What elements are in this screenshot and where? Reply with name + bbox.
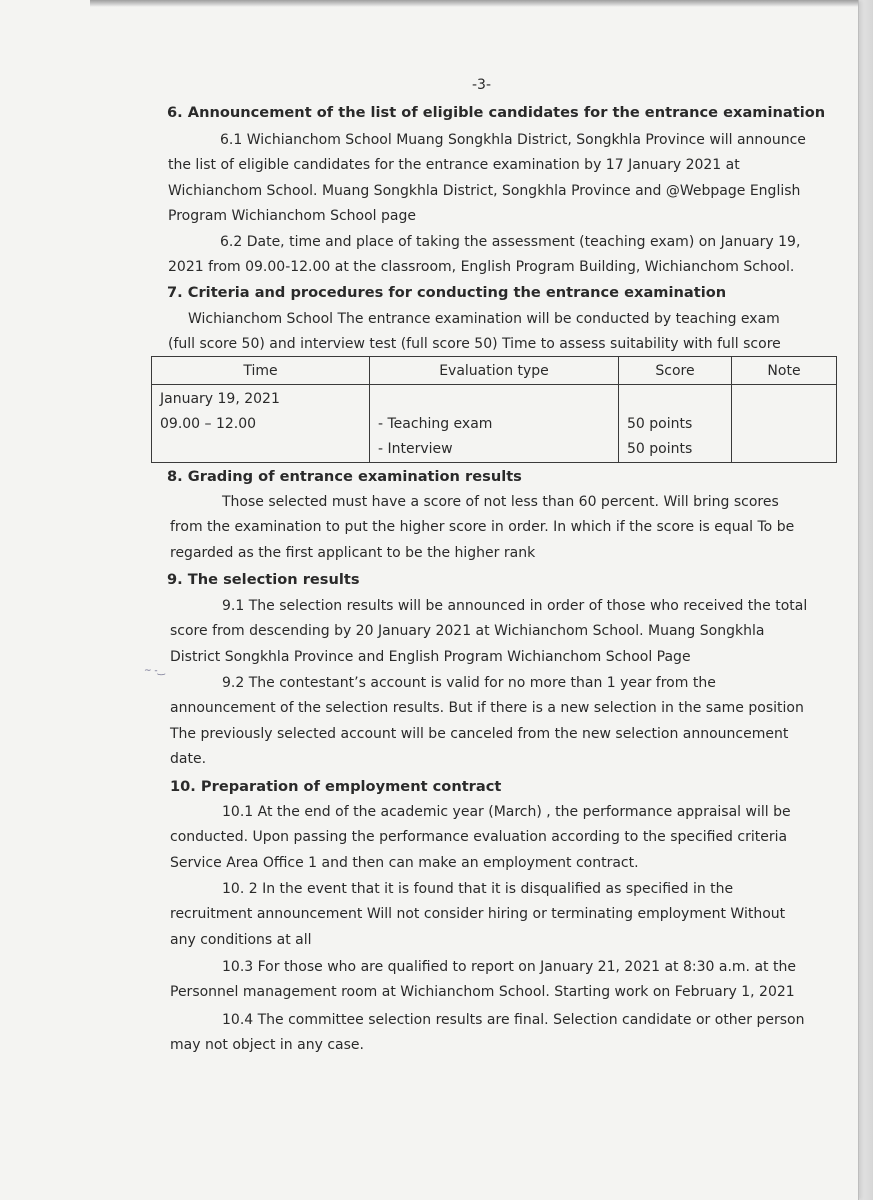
- section-7-heading: 7. Criteria and procedures for conducting the entrance examination: [167, 284, 727, 301]
- scanner-mark: ~ -‿: [144, 666, 165, 676]
- section-8-heading: 8. Grading of entrance examination results: [167, 468, 522, 485]
- page-number: -3-: [472, 77, 492, 93]
- section-10-2-paragraph: 10. 2 In the event that it is found that it is disqualified as specified in the recruitment announcement Will not consider hiring or terminating employment Without any conditions at all: [170, 881, 786, 948]
- header-note: Note: [732, 357, 837, 385]
- section-7-paragraph: Wichianchom School The entrance examination will be conducted by teaching exam (full score 50) and interview test (full score 50) Time to assess suitability with full score: [168, 311, 781, 353]
- table-header-row: [152, 357, 837, 385]
- evaluation-table: [151, 356, 837, 463]
- evaluation-teaching-exam: - Teaching exam: [378, 416, 493, 432]
- section-6-2-paragraph: 6.2 Date, time and place of taking the assessment (teaching exam) on January 19, 2021 from 09.00-12.00 at the classroom, English Program Building, Wichianchom School.: [168, 234, 801, 276]
- time-cell: [152, 385, 370, 463]
- exam-time: 09.00 – 12.00: [160, 416, 257, 432]
- page-edge: [858, 0, 873, 1200]
- evaluation-type-cell: [370, 385, 619, 463]
- score-interview: 50 points: [627, 441, 693, 457]
- header-score: Score: [619, 357, 732, 385]
- section-10-heading: 10. Preparation of employment contract: [170, 778, 502, 795]
- section-10-4-paragraph: 10.4 The committee selection results are final. Selection candidate or other person may not object in any case.: [170, 1012, 805, 1054]
- note-cell: [732, 385, 837, 463]
- section-8-paragraph: Those selected must have a score of not less than 60 percent. Will bring scores from the examination to put the higher score in order. In which if the score is equal To be regarded as the first applicant to be the higher rank: [170, 494, 795, 561]
- score-cell: [619, 385, 732, 463]
- header-time: Time: [152, 357, 370, 385]
- section-6-1-paragraph: 6.1 Wichianchom School Muang Songkhla District, Songkhla Province will announce the list of eligible candidates for the entrance examination by 17 January 2021 at Wichianchom School. Muang Songkhla District, Songkhla Province and @Webpage English Program Wichianchom School page: [168, 132, 806, 225]
- exam-date: January 19, 2021: [160, 391, 280, 407]
- score-teaching-exam: 50 points: [627, 416, 693, 432]
- section-9-2-paragraph: 9.2 The contestant’s account is valid for no more than 1 year from the announcement of the selection results. But if there is a new selection in the same position The previously selected account will be canceled from the new selection announcement date.: [170, 675, 804, 768]
- header-evaluation-type: Evaluation type: [370, 357, 619, 385]
- page-top-fold: [90, 0, 858, 7]
- section-9-heading: 9. The selection results: [167, 571, 360, 588]
- table-row: [152, 385, 837, 463]
- section-10-3-paragraph: 10.3 For those who are qualified to report on January 21, 2021 at 8:30 a.m. at the Personnel management room at Wichianchom School. Starting work on February 1, 2021: [170, 959, 796, 1001]
- section-10-1-paragraph: 10.1 At the end of the academic year (March) , the performance appraisal will be conducted. Upon passing the performance evaluation according to the specified criteria Service Area Office 1 and then can make an employment contract.: [170, 804, 791, 871]
- section-9-1-paragraph: 9.1 The selection results will be announced in order of those who received the total score from descending by 20 January 2021 at Wichianchom School. Muang Songkhla District Songkhla Province and English Program Wichianchom School Page: [170, 598, 808, 665]
- section-6-heading: 6. Announcement of the list of eligible candidates for the entrance examination: [167, 104, 826, 121]
- evaluation-interview: - Interview: [378, 441, 453, 457]
